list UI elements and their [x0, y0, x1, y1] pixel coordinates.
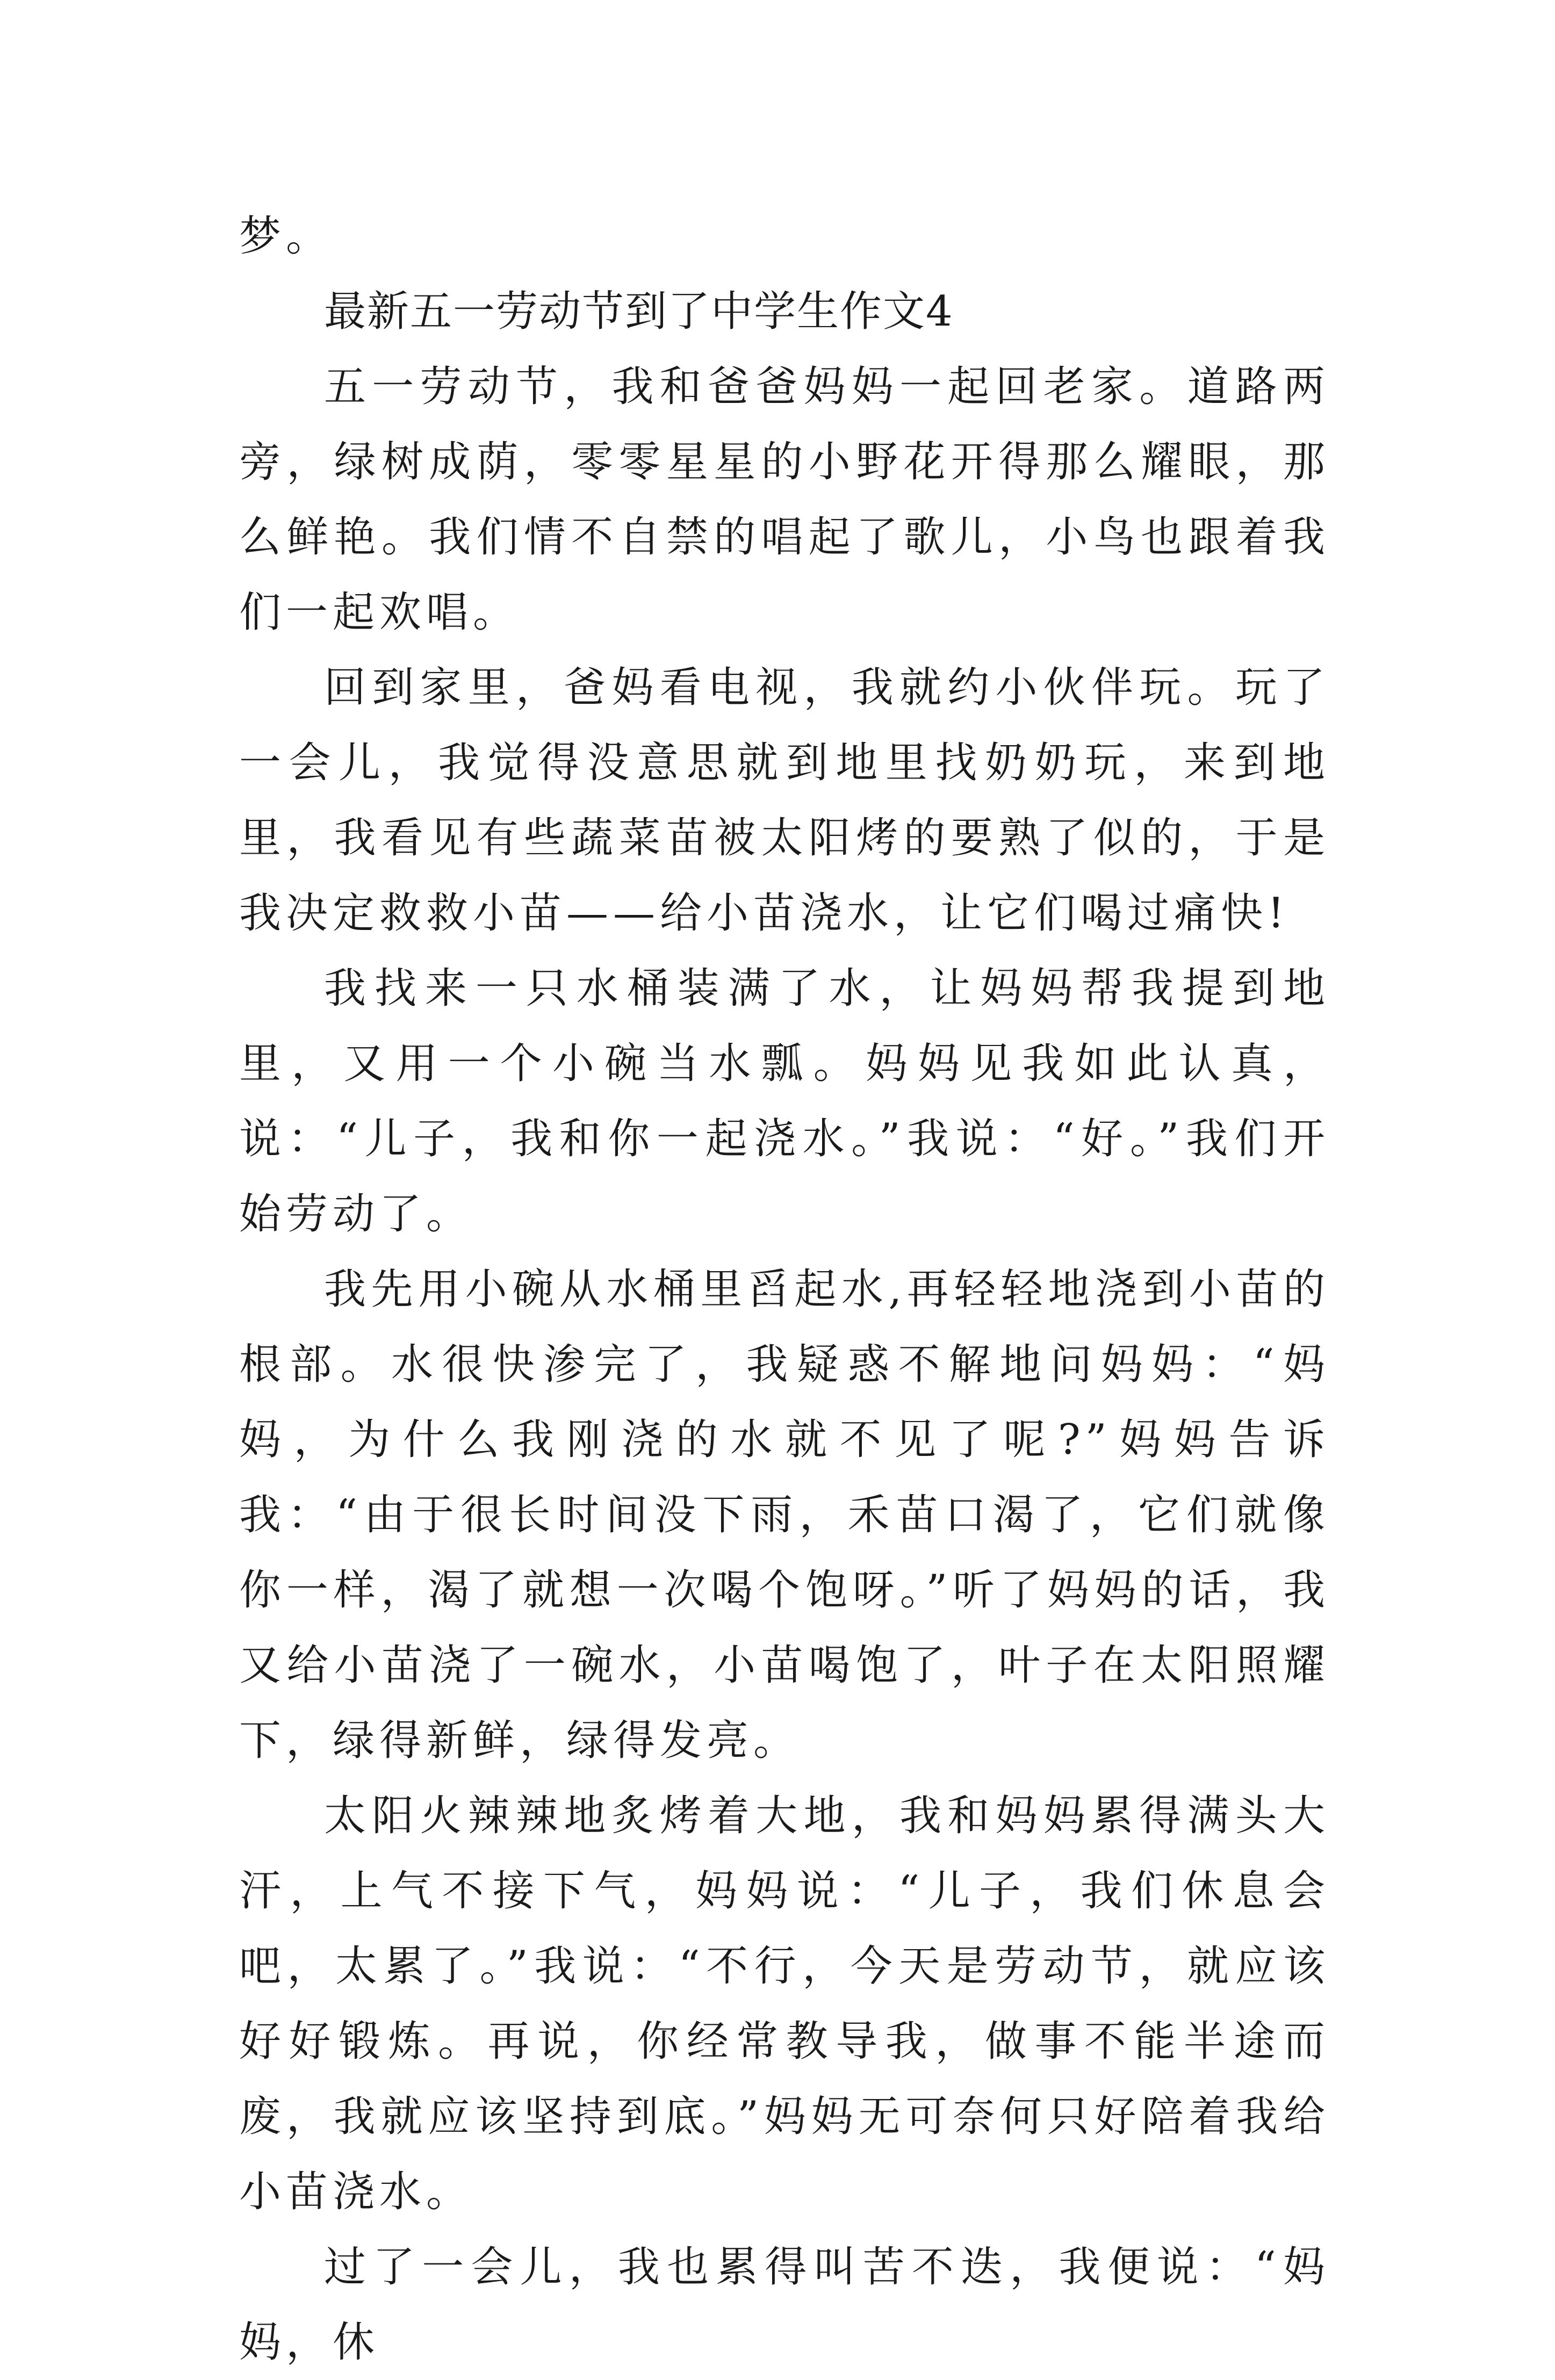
paragraph-continuation: 梦。: [239, 212, 333, 261]
paragraph: 回到家里，爸妈看电视，我就约小伙伴玩。玩了一会儿，我觉得没意思就到地里找奶奶玩，来到地里，我看见有些蔬菜苗被太阳烤的要熟了似的，于是我决定救救小苗——给小苗浇水，让它们喝过痛快!: [239, 663, 1330, 937]
paragraph: 我先用小碗从水桶里舀起水,再轻轻地浇到小苗的根部。水很快渗完了，我疑惑不解地问妈妈：“妈妈，为什么我刚浇的水就不见了呢?”妈妈告诉我：“由于很长时间没下雨，禾苗口渴了，它们就像你一样，渴了就想一次喝个饱呀。”听了妈妈的话，我又给小苗浇了一碗水，小苗喝饱了，叶子在太阳照耀下，绿得新鲜，绿得发亮。: [239, 1265, 1330, 1765]
paragraph: 太阳火辣辣地炙烤着大地，我和妈妈累得满头大汗，上气不接下气，妈妈说：“儿子，我们休息会吧，太累了。”我说：“不行，今天是劳动节，就应该好好锻炼。再说，你经常教导我，做事不能半途而废，我就应该坚持到底。”妈妈无可奈何只好陪着我给小苗浇水。: [239, 1792, 1330, 2216]
article-body: [239, 199, 1330, 2380]
paragraph: 过了一会儿，我也累得叫苦不迭，我便说：“妈妈，休: [239, 2243, 1330, 2367]
article-title: 最新五一劳动节到了中学生作文4: [324, 287, 954, 336]
paragraph: 我找来一只水桶装满了水，让妈妈帮我提到地里，又用一个小碗当水瓢。妈妈见我如此认真，说：“儿子，我和你一起浇水。”我说：“好。”我们开始劳动了。: [239, 964, 1330, 1238]
paragraph: 五一劳动节，我和爸爸妈妈一起回老家。道路两旁，绿树成荫，零零星星的小野花开得那么耀眼，那么鲜艳。我们情不自禁的唱起了歌儿，小鸟也跟着我们一起欢唱。: [239, 363, 1330, 637]
